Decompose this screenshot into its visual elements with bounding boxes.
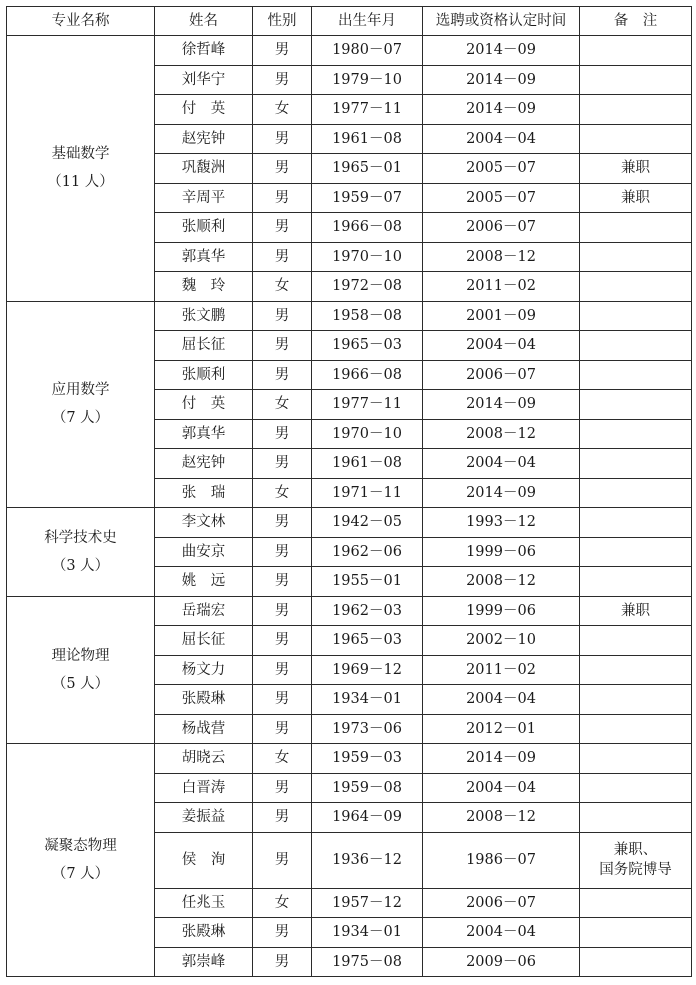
gender-cell: 男 (253, 714, 312, 744)
name-cell: 姜振益 (155, 803, 253, 833)
birth-cell: 1959－07 (312, 183, 423, 213)
gender-cell: 男 (253, 626, 312, 656)
appointed-cell: 2011－02 (423, 655, 580, 685)
major-count: （7 人） (51, 410, 110, 427)
remarks-cell (580, 242, 692, 272)
appointed-cell: 2006－07 (423, 888, 580, 918)
gender-cell: 男 (253, 537, 312, 567)
appointed-cell: 2014－09 (423, 478, 580, 508)
name-cell: 张顺利 (155, 360, 253, 390)
header-remarks: 备 注 (580, 7, 692, 36)
gender-cell: 男 (253, 360, 312, 390)
gender-cell: 女 (253, 272, 312, 302)
gender-cell: 女 (253, 478, 312, 508)
remarks-line: 国务院博导 (599, 862, 672, 878)
name-cell: 张殿琳 (155, 685, 253, 715)
gender-cell: 男 (253, 773, 312, 803)
name-cell: 赵宪钟 (155, 449, 253, 479)
gender-cell: 男 (253, 65, 312, 95)
appointed-cell: 2008－12 (423, 419, 580, 449)
gender-cell: 男 (253, 213, 312, 243)
gender-cell: 男 (253, 183, 312, 213)
appointed-cell: 2008－12 (423, 567, 580, 597)
name-cell: 姚 远 (155, 567, 253, 597)
remarks-cell (580, 449, 692, 479)
faculty-table (6, 6, 692, 977)
gender-cell: 女 (253, 888, 312, 918)
gender-cell: 男 (253, 947, 312, 977)
header-appointed: 选聘或资格认定时间 (423, 7, 580, 36)
birth-cell: 1965－03 (312, 331, 423, 361)
appointed-cell: 2008－12 (423, 242, 580, 272)
appointed-cell: 2014－09 (423, 744, 580, 774)
birth-cell: 1975－08 (312, 947, 423, 977)
remarks-cell (580, 918, 692, 948)
birth-cell: 1977－11 (312, 95, 423, 125)
birth-cell: 1934－01 (312, 685, 423, 715)
remarks-cell (580, 567, 692, 597)
name-cell: 胡晓云 (155, 744, 253, 774)
major-cell (7, 36, 155, 302)
name-cell: 赵宪钟 (155, 124, 253, 154)
remarks-cell (580, 124, 692, 154)
remarks-cell (580, 714, 692, 744)
remarks-cell (580, 888, 692, 918)
name-cell: 张殿琳 (155, 918, 253, 948)
gender-cell: 女 (253, 390, 312, 420)
major-count: （11 人） (47, 174, 114, 191)
major-cell (7, 508, 155, 597)
remarks-cell (580, 478, 692, 508)
name-cell: 屈长征 (155, 331, 253, 361)
name-cell: 魏 玲 (155, 272, 253, 302)
remarks-cell (580, 537, 692, 567)
remarks-cell (580, 360, 692, 390)
gender-cell: 男 (253, 655, 312, 685)
appointed-cell: 2006－07 (423, 360, 580, 390)
header-major: 专业名称 (7, 7, 155, 36)
table-row (7, 744, 692, 774)
remarks-cell: 兼职 (580, 183, 692, 213)
birth-cell: 1972－08 (312, 272, 423, 302)
gender-cell: 男 (253, 596, 312, 626)
major-name: 应用数学 (51, 382, 110, 399)
name-cell: 郭真华 (155, 419, 253, 449)
remarks-cell (580, 213, 692, 243)
name-cell: 屈长征 (155, 626, 253, 656)
table-row (7, 36, 692, 66)
remarks-cell: 兼职 (580, 596, 692, 626)
name-cell: 辛周平 (155, 183, 253, 213)
appointed-cell: 2009－06 (423, 947, 580, 977)
major-count: （3 人） (51, 557, 110, 574)
appointed-cell: 2008－12 (423, 803, 580, 833)
name-cell: 岳瑞宏 (155, 596, 253, 626)
appointed-cell: 2005－07 (423, 183, 580, 213)
birth-cell: 1980－07 (312, 36, 423, 66)
name-cell: 刘华宁 (155, 65, 253, 95)
appointed-cell: 2004－04 (423, 449, 580, 479)
name-cell: 杨文力 (155, 655, 253, 685)
birth-cell: 1965－03 (312, 626, 423, 656)
birth-cell: 1979－10 (312, 65, 423, 95)
remarks-cell (580, 390, 692, 420)
remarks-cell (580, 803, 692, 833)
appointed-cell: 2001－09 (423, 301, 580, 331)
header-birth: 出生年月 (312, 7, 423, 36)
birth-cell: 1971－11 (312, 478, 423, 508)
birth-cell: 1955－01 (312, 567, 423, 597)
birth-cell: 1961－08 (312, 449, 423, 479)
remarks-cell (580, 626, 692, 656)
table-body (7, 36, 692, 977)
major-name: 基础数学 (51, 146, 110, 163)
appointed-cell: 2014－09 (423, 65, 580, 95)
major-name: 理论物理 (51, 647, 110, 664)
major-name: 科学技术史 (44, 529, 117, 546)
name-cell: 杨战营 (155, 714, 253, 744)
appointed-cell: 2002－10 (423, 626, 580, 656)
major-count: （5 人） (51, 675, 110, 692)
appointed-cell: 2004－04 (423, 124, 580, 154)
appointed-cell: 1993－12 (423, 508, 580, 538)
remarks-cell (580, 331, 692, 361)
birth-cell: 1936－12 (312, 832, 423, 888)
remarks-cell (580, 36, 692, 66)
gender-cell: 男 (253, 803, 312, 833)
birth-cell: 1969－12 (312, 655, 423, 685)
name-cell: 徐哲峰 (155, 36, 253, 66)
birth-cell: 1965－01 (312, 154, 423, 184)
birth-cell: 1973－06 (312, 714, 423, 744)
name-cell: 巩馥洲 (155, 154, 253, 184)
major-cell (7, 596, 155, 744)
appointed-cell: 2014－09 (423, 36, 580, 66)
birth-cell: 1970－10 (312, 242, 423, 272)
appointed-cell: 1999－06 (423, 537, 580, 567)
appointed-cell: 1999－06 (423, 596, 580, 626)
remarks-cell (580, 685, 692, 715)
gender-cell: 男 (253, 567, 312, 597)
gender-cell: 男 (253, 242, 312, 272)
gender-cell: 女 (253, 744, 312, 774)
remarks-cell (580, 773, 692, 803)
birth-cell: 1957－12 (312, 888, 423, 918)
birth-cell: 1961－08 (312, 124, 423, 154)
birth-cell: 1962－03 (312, 596, 423, 626)
remarks-cell (580, 655, 692, 685)
appointed-cell: 2014－09 (423, 95, 580, 125)
name-cell: 任兆玉 (155, 888, 253, 918)
table-row (7, 508, 692, 538)
major-count: （7 人） (51, 866, 110, 882)
gender-cell: 男 (253, 301, 312, 331)
remarks-cell (580, 272, 692, 302)
remarks-cell (580, 301, 692, 331)
name-cell: 白晋涛 (155, 773, 253, 803)
gender-cell: 男 (253, 508, 312, 538)
appointed-cell: 2014－09 (423, 390, 580, 420)
gender-cell: 男 (253, 685, 312, 715)
gender-cell: 女 (253, 95, 312, 125)
remarks-cell (580, 65, 692, 95)
appointed-cell: 2012－01 (423, 714, 580, 744)
remarks-cell: 兼职 (580, 154, 692, 184)
birth-cell: 1977－11 (312, 390, 423, 420)
birth-cell: 1959－08 (312, 773, 423, 803)
gender-cell: 男 (253, 331, 312, 361)
appointed-cell: 2004－04 (423, 773, 580, 803)
remarks-cell (580, 744, 692, 774)
table-row (7, 596, 692, 626)
birth-cell: 1964－09 (312, 803, 423, 833)
major-name: 凝聚态物理 (44, 838, 117, 854)
name-cell: 张 瑞 (155, 478, 253, 508)
remarks-cell (580, 947, 692, 977)
birth-cell: 1934－01 (312, 918, 423, 948)
table-row (7, 301, 692, 331)
name-cell: 李文林 (155, 508, 253, 538)
appointed-cell: 2004－04 (423, 685, 580, 715)
remarks-line: 兼职、 (613, 842, 658, 858)
gender-cell: 男 (253, 449, 312, 479)
major-cell (7, 744, 155, 977)
name-cell: 侯 洵 (155, 832, 253, 888)
appointed-cell: 2005－07 (423, 154, 580, 184)
birth-cell: 1966－08 (312, 213, 423, 243)
gender-cell: 男 (253, 124, 312, 154)
gender-cell: 男 (253, 918, 312, 948)
appointed-cell: 2011－02 (423, 272, 580, 302)
appointed-cell: 2006－07 (423, 213, 580, 243)
major-cell (7, 301, 155, 508)
gender-cell: 男 (253, 832, 312, 888)
name-cell: 付 英 (155, 95, 253, 125)
remarks-cell (580, 419, 692, 449)
birth-cell: 1959－03 (312, 744, 423, 774)
birth-cell: 1958－08 (312, 301, 423, 331)
remarks-cell (580, 95, 692, 125)
name-cell: 张文鹏 (155, 301, 253, 331)
name-cell: 郭崇峰 (155, 947, 253, 977)
gender-cell: 男 (253, 36, 312, 66)
header-gender: 性别 (253, 7, 312, 36)
birth-cell: 1962－06 (312, 537, 423, 567)
header-row (7, 7, 692, 36)
name-cell: 郭真华 (155, 242, 253, 272)
gender-cell: 男 (253, 419, 312, 449)
header-name: 姓名 (155, 7, 253, 36)
gender-cell: 男 (253, 154, 312, 184)
appointed-cell: 2004－04 (423, 331, 580, 361)
appointed-cell: 2004－04 (423, 918, 580, 948)
birth-cell: 1966－08 (312, 360, 423, 390)
birth-cell: 1942－05 (312, 508, 423, 538)
remarks-cell (580, 508, 692, 538)
remarks-cell (580, 832, 692, 888)
appointed-cell: 1986－07 (423, 832, 580, 888)
name-cell: 付 英 (155, 390, 253, 420)
name-cell: 张顺利 (155, 213, 253, 243)
name-cell: 曲安京 (155, 537, 253, 567)
birth-cell: 1970－10 (312, 419, 423, 449)
